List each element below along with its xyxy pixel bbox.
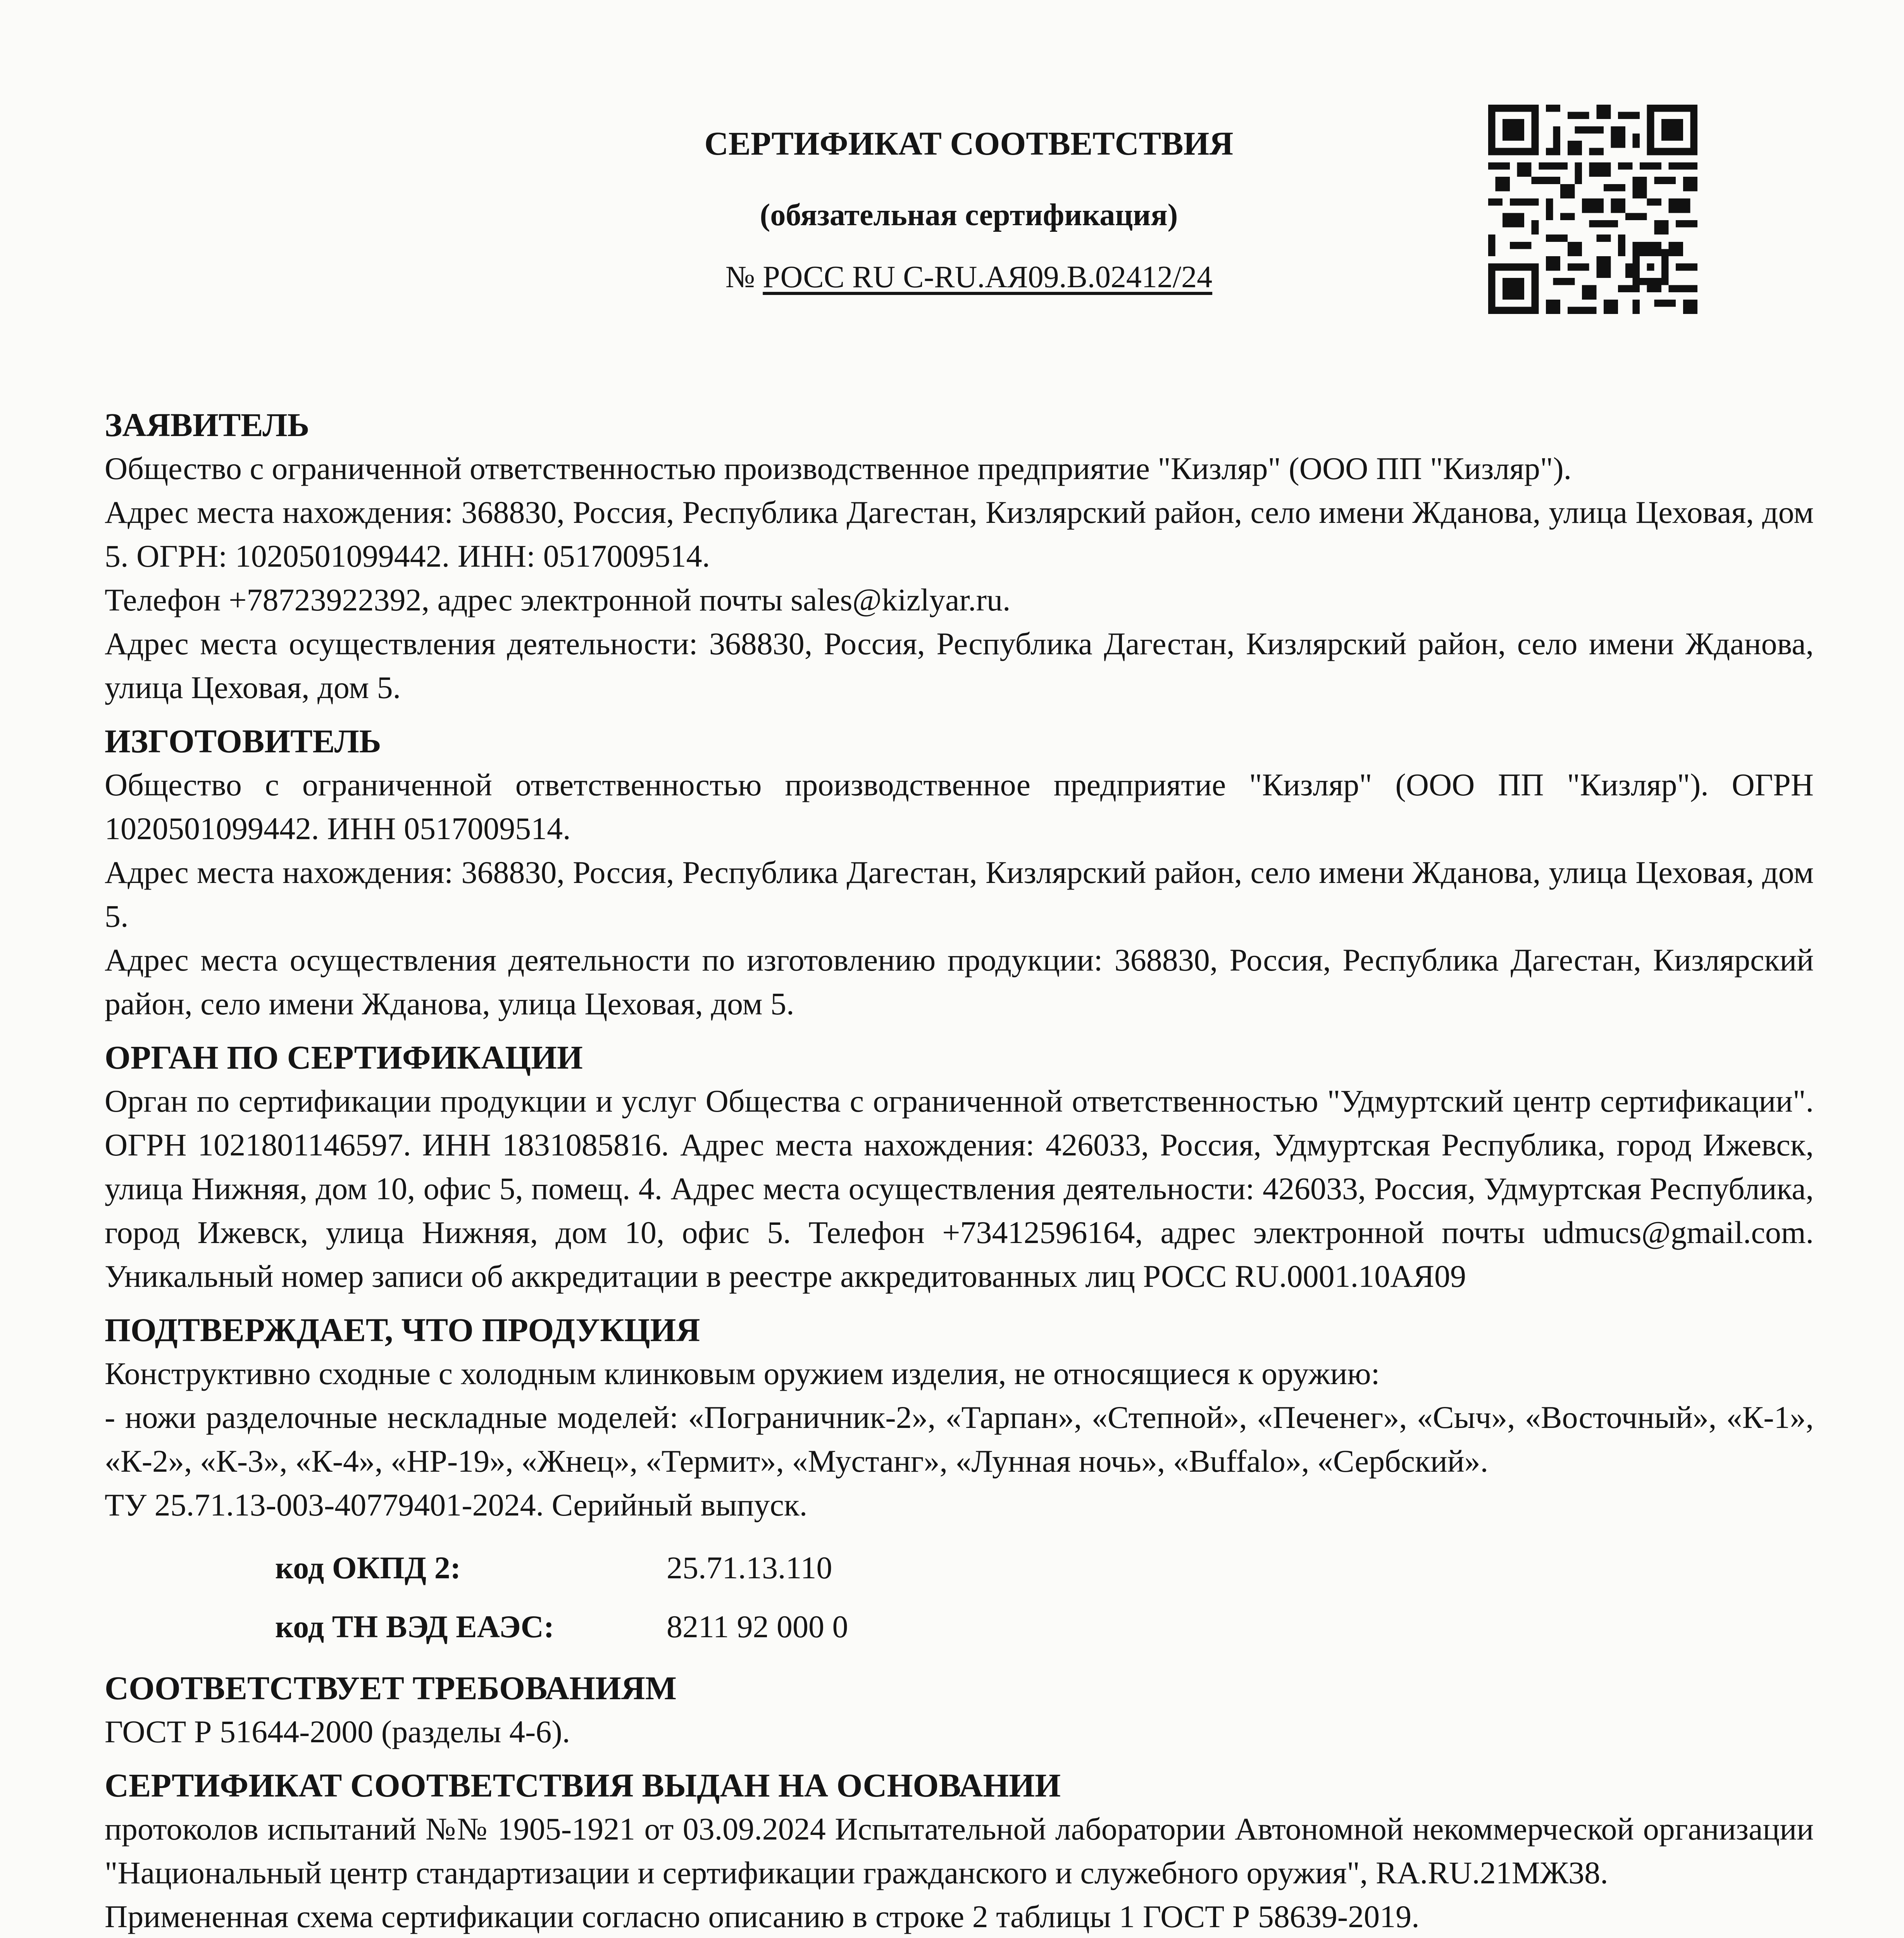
applicant-line: Общество с ограниченной ответственностью производственное предприятие "Кизляр" (ООО ПП "Кизляр"). [105,451,1572,486]
applicant-line: Адрес места нахождения: 368830, Россия, Республика Дагестан, Кизлярский район, село имени Жданова, улица Цеховая, дом 5. ОГРН: 1020501099442. ИНН: 0517009514. [105,495,1814,574]
applicant-line: Адрес места осуществления деятельности: 368830, Россия, Республика Дагестан, Кизлярский район, село имени Жданова, улица Цеховая, дом 5. [105,626,1814,705]
applicant-section [105,403,1814,709]
code-row-okpd [105,1538,1814,1597]
manufacturer-heading: ИЗГОТОВИТЕЛЬ [105,722,381,760]
product-line: ТУ 25.71.13-003-40779401-2024. Серийный выпуск. [105,1487,808,1522]
product-line: Конструктивно сходные с холодным клинковым оружием изделия, не относящиеся к оружию: [105,1356,1380,1391]
code-label: код ОКПД 2: [275,1550,461,1585]
manufacturer-section [105,719,1814,1026]
code-value: 25.71.13.110 [667,1550,832,1585]
cert-body-section [105,1036,1814,1298]
cert-body-heading: ОРГАН ПО СЕРТИФИКАЦИИ [105,1039,583,1076]
certificate-body [105,403,1814,1938]
document-subtitle: (обязательная сертификация) [760,198,1178,232]
basis-heading: СЕРТИФИКАТ СООТВЕТСТВИЯ ВЫДАН НА ОСНОВАНИИ [105,1767,1061,1804]
basis-line: Примененная схема сертификации согласно описанию в строке 2 таблицы 1 ГОСТ Р 58639-2019. [105,1899,1420,1934]
requirements-heading: СООТВЕТСТВУЕТ ТРЕБОВАНИЯМ [105,1669,677,1707]
product-codes [105,1538,1814,1656]
applicant-line: Телефон +78723922392, адрес электронной почты sales@kizlyar.ru. [105,582,1011,617]
code-label: код ТН ВЭД ЕАЭС: [275,1609,555,1644]
code-value: 8211 92 000 0 [667,1609,848,1644]
product-line: - ножи разделочные нескладные моделей: «Пограничник-2», «Тарпан», «Степной», «Печенег», «Сыч», «Восточный», «К-1», «К-2», «К-3», «К-4», «НР-19», «Жнец», «Термит», «Мустанг», «Лунная ночь», «Buffalo», «Сербский». [105,1400,1814,1479]
applicant-heading: ЗАЯВИТЕЛЬ [105,406,310,443]
document-title: СЕРТИФИКАТ СООТВЕТСТВИЯ [704,125,1234,162]
number-prefix: № [725,260,755,294]
certificate-number [504,260,1434,295]
manufacturer-line: Адрес места осуществления деятельности по изготовлению продукции: 368830, Россия, Республика Дагестан, Кизлярский район, село имени Жданова, улица Цеховая, дом 5. [105,942,1814,1021]
basis-line: протоколов испытаний №№ 1905-1921 от 03.09.2024 Испытательной лаборатории Автономной некоммерческой организации "Национальный центр стандартизации и сертификации гражданского и служебного оружия", RA.RU.21МЖ38. [105,1811,1814,1890]
code-row-tnved [105,1597,1814,1656]
requirements-section [105,1666,1814,1754]
qr-code-icon [1488,105,1697,314]
basis-section [105,1764,1814,1938]
cert-body-text: Орган по сертификации продукции и услуг Общества с ограниченной ответственностью "Удмуртский центр сертификации". ОГРН 1021801146597. ИНН 1831085816. Адрес места нахождения: 426033, Россия, Удмуртская Республика, город Ижевск, улица Нижняя, дом 10, офис 5, помещ. 4. Адрес места осуществления деятельности: 426033, Россия, Удмуртская Республика, город Ижевск, улица Нижняя, дом 10, офис 5. Телефон +73412596164, адрес электронной почты udmucs@gmail.com. Уникальный номер записи об аккредитации в реестре аккредитованных лиц РОСС RU.0001.10АЯ09 [105,1083,1814,1294]
product-heading: ПОДТВЕРЖДАЕТ, ЧТО ПРОДУКЦИЯ [105,1311,700,1348]
requirements-text: ГОСТ Р 51644-2000 (разделы 4-6). [105,1714,570,1749]
manufacturer-line: Общество с ограниченной ответственностью производственное предприятие "Кизляр" (ООО ПП "Кизляр"). ОГРН 1020501099442. ИНН 0517009514. [105,767,1814,846]
number-value: РОСС RU С-RU.АЯ09.В.02412/24 [763,260,1213,294]
product-section [105,1308,1814,1656]
manufacturer-line: Адрес места нахождения: 368830, Россия, Республика Дагестан, Кизлярский район, село имени Жданова, улица Цеховая, дом 5. [105,855,1814,934]
